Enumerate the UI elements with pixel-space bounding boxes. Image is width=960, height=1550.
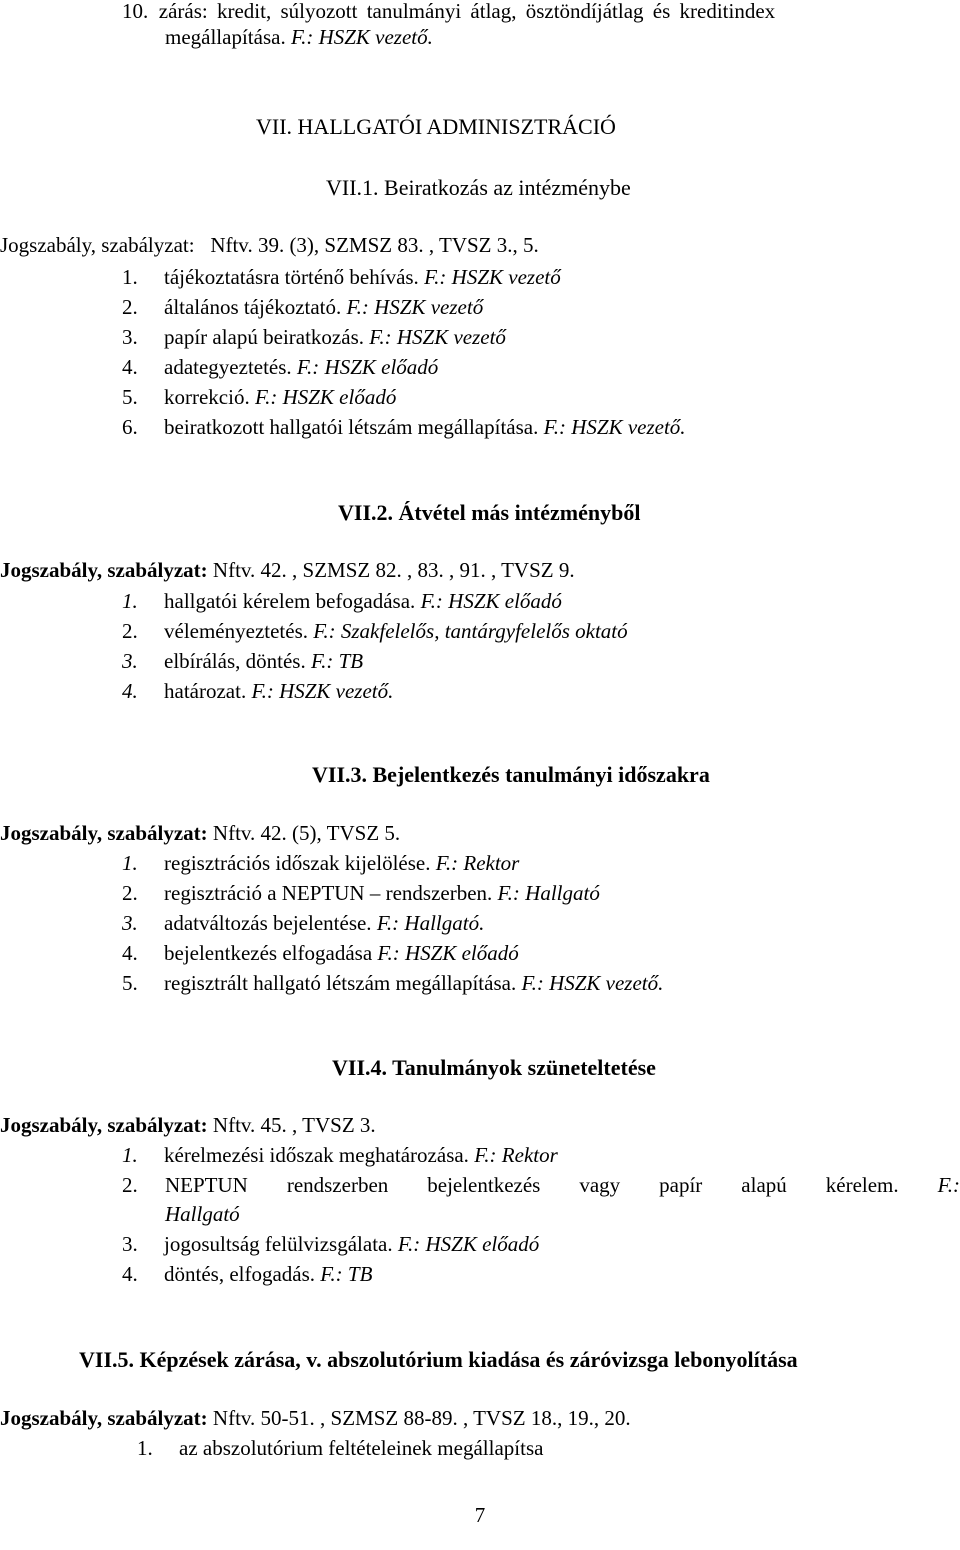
list-item: 1. regisztrációs időszak kijelölése. F.: Rektor: [122, 851, 520, 875]
section-title: VII.3. Bejelentkezés tanulmányi időszakra: [312, 762, 710, 787]
list-item-num: 2.: [122, 1173, 138, 1197]
section-title: VII.1. Beiratkozás az intézménybe: [326, 175, 631, 200]
list-item: 2. regisztráció a NEPTUN – rendszerben. F.: Hallgató: [122, 881, 600, 905]
law-label: Jogszabály, szabályzat:: [0, 558, 208, 582]
law-text: Nftv. 42. , SZMSZ 82. , 83. , 91. , TVSZ 9.: [212, 558, 575, 582]
list-item: 2. véleményeztetés. F.: Szakfelelős, tantárgyfelelős oktató: [122, 619, 628, 643]
item-text: zárás: kredit, súlyozott tanulmányi átlag, ösztöndíjátlag és kreditindex: [158, 0, 776, 23]
list-item: 1. tájékoztatásra történő behívás. F.: HSZK vezető: [122, 265, 561, 289]
page-number: 7: [474, 1503, 486, 1527]
list-item: 4. bejelentkezés elfogadása F.: HSZK előadó: [122, 941, 519, 965]
law-label: Jogszabály, szabályzat:: [0, 821, 208, 845]
list-item: 3. papír alapú beiratkozás. F.: HSZK vezető: [122, 325, 506, 349]
law-reference: [0, 1403, 631, 1433]
list-item: 5. regisztrált hallgató létszám megállapítása. F.: HSZK vezető.: [122, 971, 664, 995]
section-title: VII.4. Tanulmányok szüneteltetése: [332, 1055, 656, 1080]
law-reference: [0, 818, 400, 848]
list-item: 6. beiratkozott hallgatói létszám megállapítása. F.: HSZK vezető.: [122, 415, 686, 439]
list-item: NEPTUN rendszerben bejelentkezés vagy papír alapú kérelem. F.:: [165, 1173, 960, 1197]
law-text: Nftv. 39. (3), SZMSZ 83. , TVSZ 3., 5.: [210, 233, 539, 257]
list-item: 4. határozat. F.: HSZK vezető.: [122, 679, 394, 703]
list-item: 4. adategyeztetés. F.: HSZK előadó: [122, 355, 439, 379]
list-item: 4. döntés, elfogadás. F.: TB: [122, 1262, 373, 1286]
item-10-line2: [165, 22, 433, 52]
list-item: 5. korrekció. F.: HSZK előadó: [122, 385, 397, 409]
list-item: 3. jogosultság felülvizsgálata. F.: HSZK előadó: [122, 1232, 540, 1256]
law-text: Nftv. 50-51. , SZMSZ 88-89. , TVSZ 18., 19., 20.: [212, 1406, 631, 1430]
list-item: 3. adatváltozás bejelentése. F.: Hallgató.: [122, 911, 485, 935]
section-title: VII.2. Átvétel más intézményből: [338, 500, 641, 525]
item-number: 10.: [122, 0, 149, 23]
list-item: 1. hallgatói kérelem befogadása. F.: HSZK előadó: [122, 589, 562, 613]
list-item: 3. elbírálás, döntés. F.: TB: [122, 649, 364, 673]
item-text: megállapítása.: [165, 25, 291, 49]
law-reference: [0, 230, 539, 260]
law-text: Nftv. 42. (5), TVSZ 5.: [212, 821, 401, 845]
list-item: 2. általános tájékoztató. F.: HSZK vezető: [122, 295, 484, 319]
law-label: Jogszabály, szabályzat:: [0, 1406, 208, 1430]
law-reference: [0, 1110, 376, 1140]
law-label: Jogszabály, szabályzat:: [0, 233, 195, 257]
list-item-continuation: Hallgató: [165, 1202, 240, 1226]
list-item: 1. kérelmezési időszak meghatározása. F.: Rektor: [122, 1143, 558, 1167]
section-title: VII.5. Képzések zárása, v. abszolutórium kiadása és záróvizsga lebonyolítása: [79, 1347, 798, 1372]
law-text: Nftv. 45. , TVSZ 3.: [212, 1113, 376, 1137]
chapter-title: VII. HALLGATÓI ADMINISZTRÁCIÓ: [256, 114, 616, 139]
law-label: Jogszabály, szabályzat:: [0, 1113, 208, 1137]
item-responsible: F.: HSZK vezető.: [290, 25, 433, 49]
list-item: 1. az abszolutórium feltételeinek megállapítsa: [137, 1436, 544, 1460]
law-reference: [0, 555, 575, 585]
